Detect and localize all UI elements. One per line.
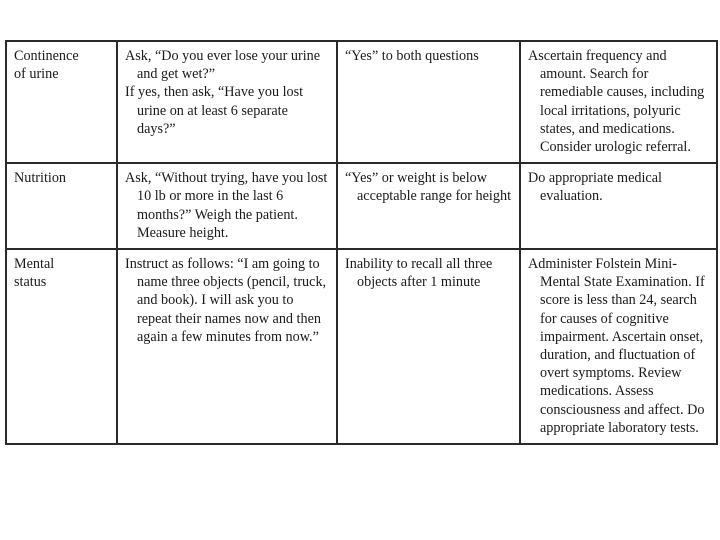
- assessment-text: If yes, then ask, “Have you lost urine on at least 6 separate days?”: [125, 84, 304, 137]
- suggested-action-text: Do appropriate medical evaluation.: [528, 170, 662, 205]
- table-row: [6, 249, 717, 444]
- assessment-text: Ask, “Do you ever lose your urine and get wet?”: [125, 48, 321, 83]
- assessment-cell: [117, 41, 337, 163]
- suggested-action-cell: [520, 249, 717, 444]
- abnormal-result-cell: [337, 163, 520, 249]
- area-cell: [6, 163, 117, 249]
- assessment-table: [5, 40, 718, 445]
- table-row: [6, 163, 717, 249]
- area-text: status: [14, 274, 47, 291]
- suggested-action-cell: [520, 41, 717, 163]
- abnormal-result-cell: [337, 41, 520, 163]
- area-text: Continence: [14, 48, 79, 64]
- suggested-action-cell: [520, 163, 717, 249]
- area-cell: [6, 41, 117, 163]
- assessment-text: Ask, “Without trying, have you lost 10 lb or more in the last 6 months?” Weigh the patient. Measure height.: [125, 170, 328, 241]
- area-text: Nutrition: [14, 170, 67, 187]
- abnormal-result-text: “Yes” to both questions: [345, 48, 479, 64]
- suggested-action-text: Ascertain frequency and amount. Search for remediable causes, including local irritations, polyuric states, and medications. Consider urologic referral.: [528, 48, 705, 156]
- area-text: Mental: [14, 256, 55, 273]
- assessment-text: Instruct as follows: “I am going to name three objects (pencil, truck, and book). I will ask you to repeat their names now and then again a few minutes from now.”: [125, 256, 327, 345]
- abnormal-result-text: Inability to recall all three objects after 1 minute: [345, 256, 493, 291]
- area-text: of urine: [14, 66, 59, 83]
- assessment-cell: [117, 249, 337, 444]
- area-cell: [6, 249, 117, 444]
- assessment-cell: [117, 163, 337, 249]
- suggested-action-text: Administer Folstein Mini-Mental State Examination. If score is less than 24, search for causes of cognitive impairment. Ascertain onset, duration, and fluctuation of overt symptoms. Review medications. Assess consciousness and affect. Do appropriate laboratory tests.: [528, 256, 705, 436]
- abnormal-result-cell: [337, 249, 520, 444]
- table-row: [6, 41, 717, 163]
- abnormal-result-text: “Yes” or weight is below acceptable range for height: [345, 170, 512, 205]
